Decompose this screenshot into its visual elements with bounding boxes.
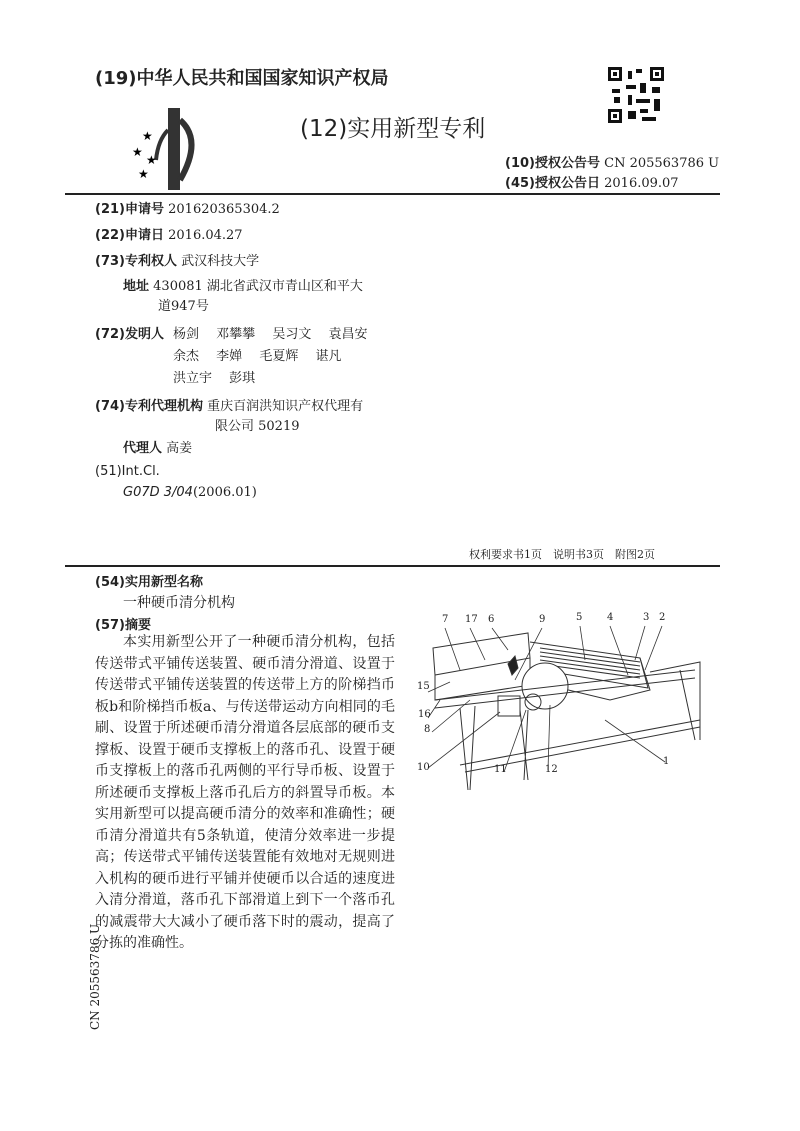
- figure-label: 10: [417, 762, 430, 773]
- inventors-row1: 杨剑 邓攀攀 吴习文 袁昌安: [173, 327, 368, 342]
- inventors-row2: 余杰 李婵 毛夏辉 谌凡: [173, 349, 342, 364]
- figure-label: 11: [494, 764, 507, 775]
- figure-label: 3: [643, 612, 650, 623]
- address-line2: 道947号: [158, 299, 209, 314]
- agency-label: (74)专利代理机构: [95, 399, 203, 414]
- svg-text:★: ★: [142, 129, 153, 143]
- side-publication-number: CN 205563786 U: [88, 923, 102, 1030]
- page-counts: 权利要求书1页 说明书3页 附图2页: [469, 548, 655, 561]
- cnipa-logo: [128, 100, 203, 195]
- figure-label: 7: [442, 614, 449, 625]
- abstract-label: (57)摘要: [95, 618, 151, 633]
- pub-date: 2016.09.07: [604, 176, 679, 191]
- figure-label: 6: [488, 614, 495, 625]
- figure-label: 12: [545, 764, 558, 775]
- app-no: 201620365304.2: [168, 202, 280, 217]
- abstract-text: 本实用新型公开了一种硬币清分机构，包括传送带式平铺传送装置、硬币清分滑道、设置于传送带式平铺传送装置的传送带上方的阶梯挡币板b和阶梯挡币板a、与传送带运动方向相同的毛刷、设置于所述硬币清分滑道各层底部的硬币支撑板、设置于硬币支撑板上的落币孔、设置于硬币支撑板上的落币孔两侧的平行导币板、设置于所述硬币支撑板上落币孔后方的斜置导币板。本实用新型可以提高硬币清分的效率和准确性；硬币清分滑道共有5条轨道，使清分效率进一步提高；传送带式平铺传送装置能有效地对无规则进入机构的硬币进行平铺并使硬币以合适的速度进入清分滑道，落币孔下部滑道上到下一个落币孔的减震带大大减小了硬币落下时的震动，提高了分拣的准确性。: [95, 634, 395, 951]
- figure-label: 4: [607, 612, 614, 623]
- app-date: 2016.04.27: [168, 228, 243, 243]
- agency-line1: 重庆百润洪知识产权代理有: [207, 399, 364, 414]
- figure-label: 1: [663, 756, 670, 767]
- address-line1: 430081 湖北省武汉市青山区和平大: [153, 279, 363, 294]
- divider: [65, 565, 720, 567]
- figure-label: 9: [539, 614, 546, 625]
- qr-code: [608, 67, 664, 123]
- pub-date-label: (45)授权公告日: [505, 176, 600, 191]
- pub-no-label: (10)授权公告号: [505, 156, 600, 171]
- office-name: (19)中华人民共和国国家知识产权局: [95, 68, 389, 89]
- address-label: 地址: [123, 279, 150, 294]
- patentee: 武汉科技大学: [181, 254, 260, 269]
- app-no-label: (21)申请号: [95, 202, 164, 217]
- patentee-label: (73)专利权人: [95, 254, 177, 269]
- doc-type: (12)实用新型专利: [300, 116, 486, 142]
- svg-text:★: ★: [146, 153, 157, 167]
- utility-model-title: 一种硬币清分机构: [123, 595, 235, 611]
- app-date-label: (22)申请日: [95, 228, 164, 243]
- intcl-label: (51)Int.Cl.: [95, 464, 160, 479]
- figure-label: 5: [576, 612, 583, 623]
- title-label: (54)实用新型名称: [95, 575, 203, 590]
- divider: [65, 193, 720, 195]
- figure-label: 17: [465, 614, 478, 625]
- svg-text:★: ★: [138, 167, 149, 181]
- intcl-code: G07D 3/04: [123, 485, 193, 500]
- figure-label: 2: [659, 612, 666, 623]
- agent: 高姜: [166, 441, 193, 456]
- figure-label: 8: [424, 724, 431, 735]
- figure-label: 16: [418, 709, 431, 720]
- figure-label: 15: [417, 681, 430, 692]
- pub-no: CN 205563786 U: [604, 156, 720, 171]
- device-figure: [400, 600, 720, 870]
- svg-text:★: ★: [132, 145, 143, 159]
- intcl-version: (2006.01): [192, 485, 257, 500]
- agent-label: 代理人: [123, 441, 163, 456]
- inventors-label: (72)发明人: [95, 327, 164, 342]
- agency-line2: 限公司 50219: [215, 419, 300, 434]
- inventors-row3: 洪立宇 彭琪: [173, 371, 256, 386]
